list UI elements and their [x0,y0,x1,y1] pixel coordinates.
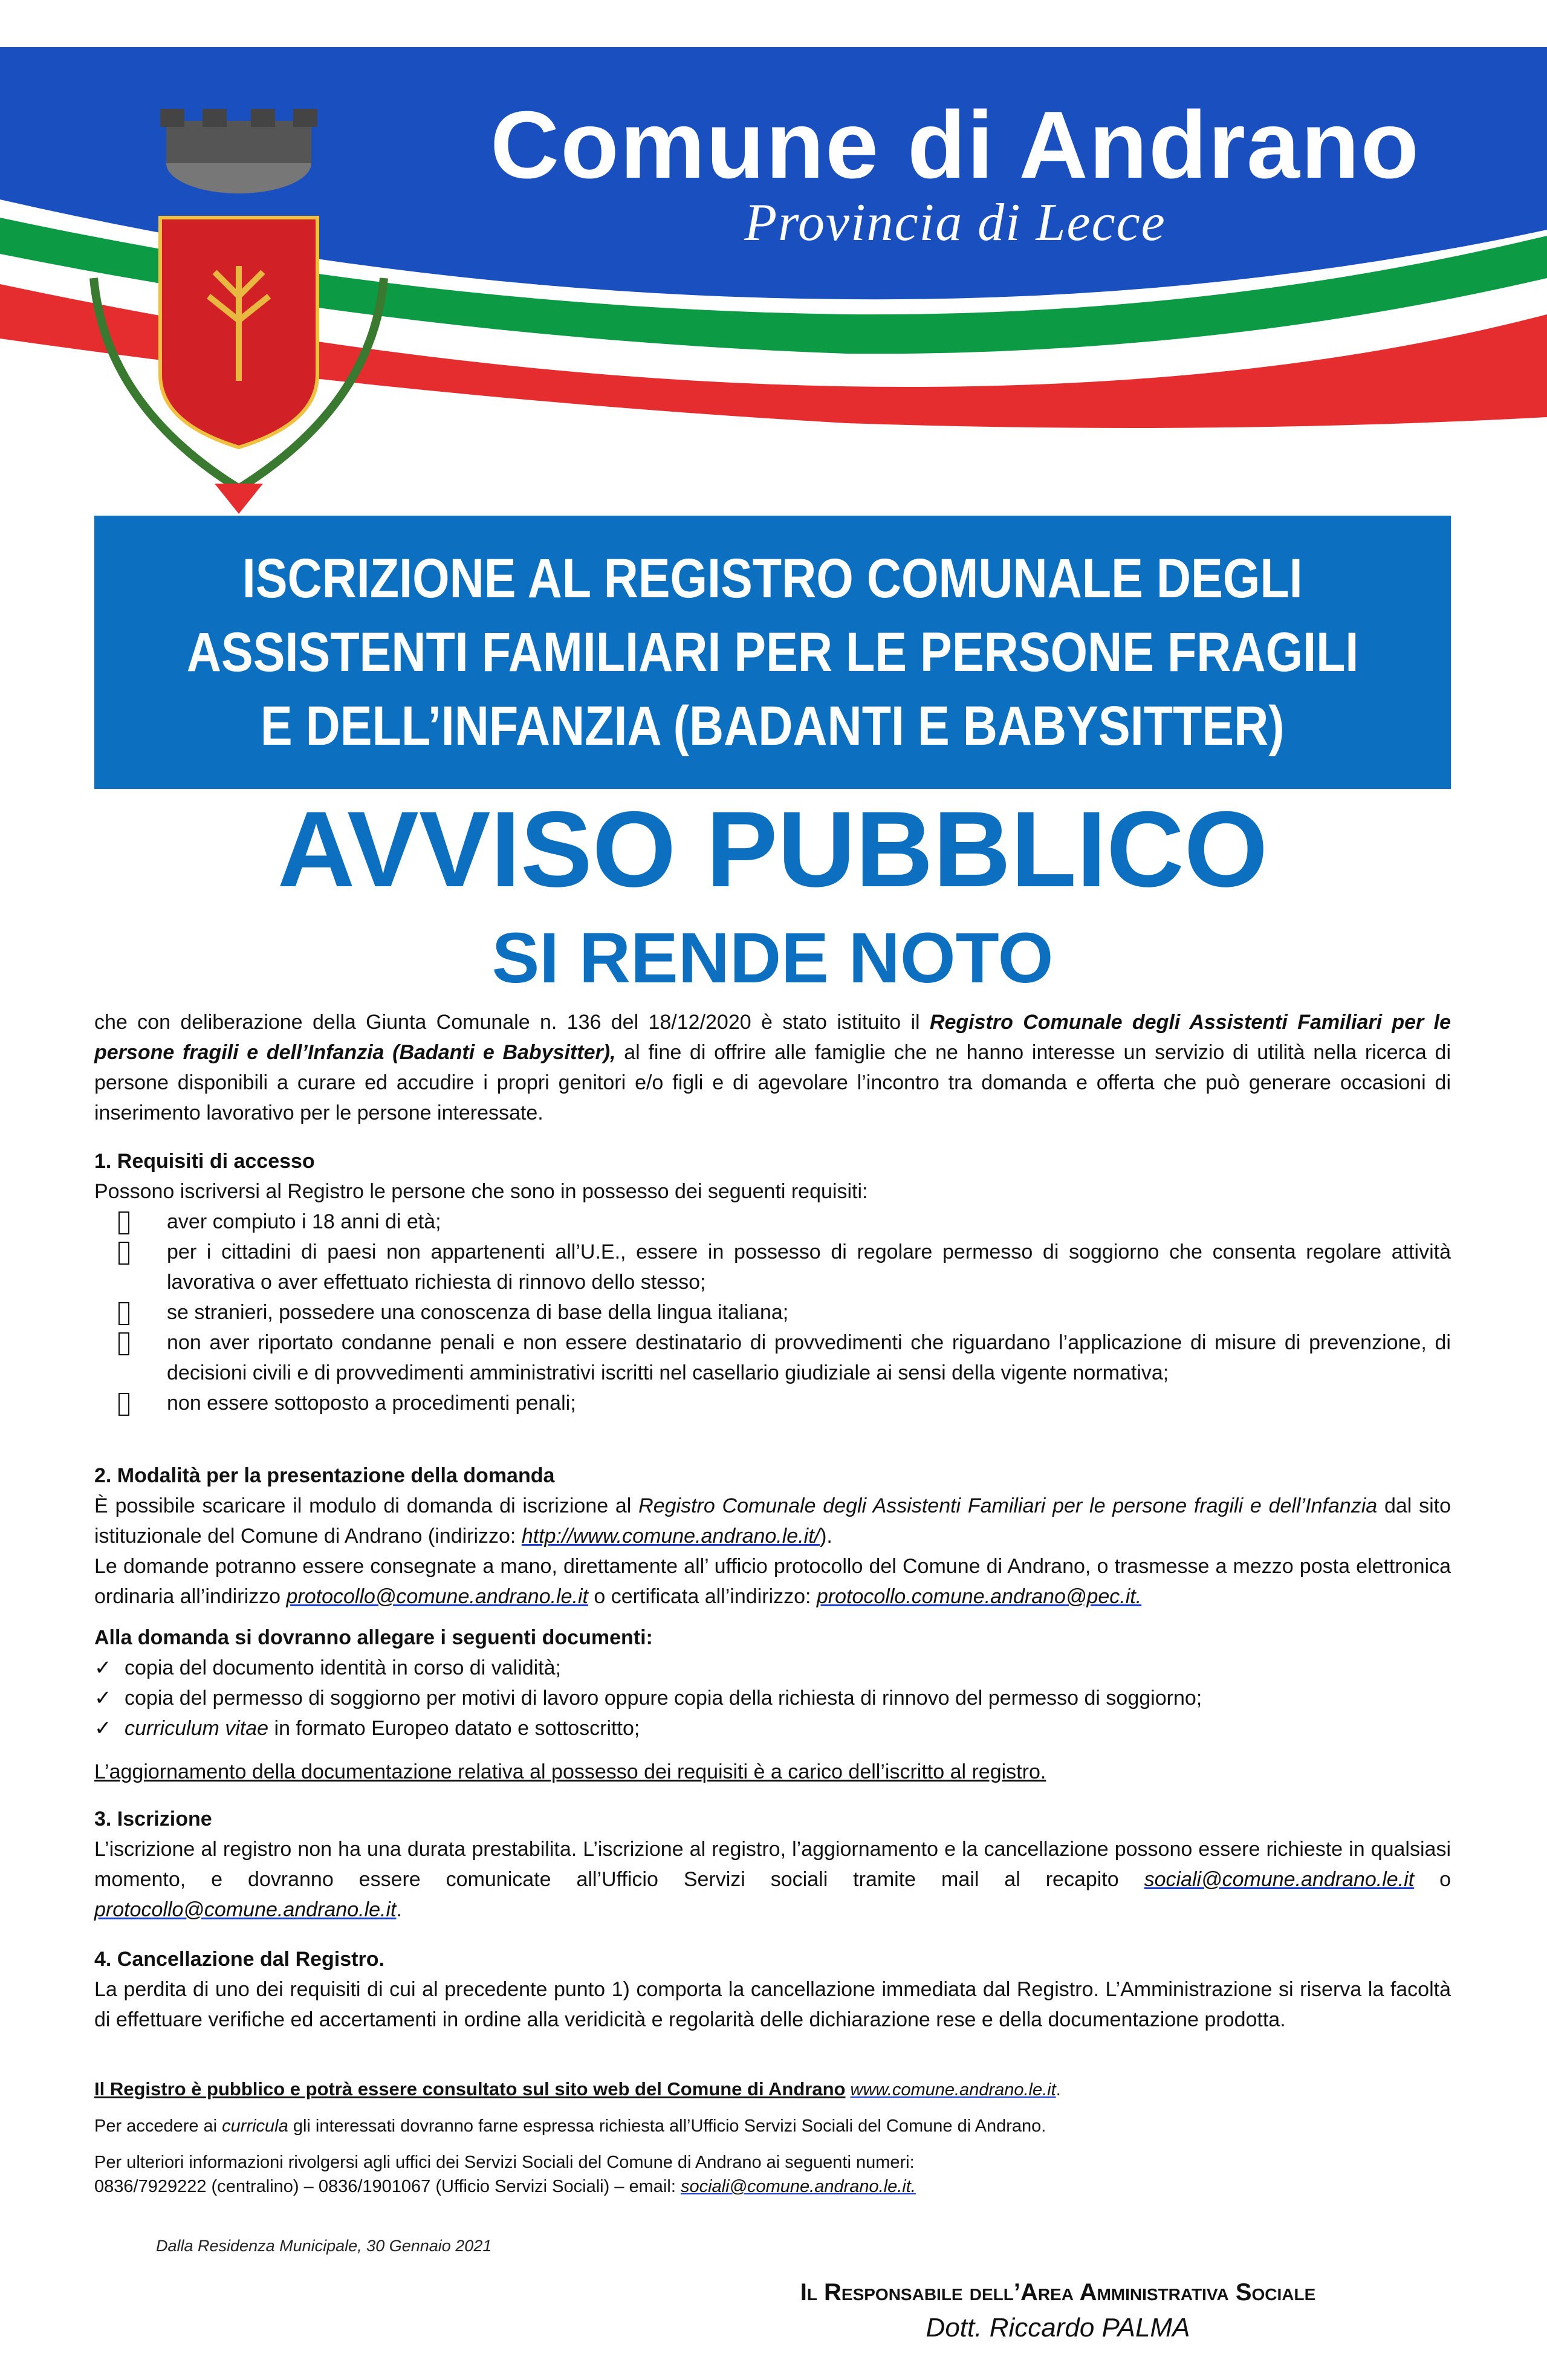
town-title: Comune di Andrano [490,92,1420,198]
title-line: ASSISTENTI FAMILIARI PER LE PERSONE FRAGILI [186,621,1359,683]
date-line: Dalla Residenza Municipale, 30 Gennaio 2021 [156,2237,492,2255]
check-icon: ✓ [94,1717,112,1740]
list-item: ✓ copia del permesso di soggiorno per motivi di lavoro oppure copia della richiesta di rinnovo del permesso di soggiorno; [94,1683,1451,1713]
section-cancellazione: 4. Cancellazione dal Registro. La perdita di uno dei requisiti di cui al precedente punto 1) comporta la cancellazione immediata dal Registro. L’Amministrazione si riserva la facoltà di effettuare verifiche ed accertamenti in ordine alla veridicità e regolarità delle dichiarazione rese e della documentazione prodotta. [94,1948,1451,2031]
website-link[interactable]: http://www.comune.andrano.le.it/ [521,1525,820,1548]
list-item: non aver riportato condanne penali e non essere destinatario di provvedimenti che riguardano l’applicazione di misure di prevenzione, di decisioni civili e di provvedimenti amministrativi iscritti nel casellario giudiziale ai sensi della vigente normativa; [94,1328,1451,1388]
sociali-email-link[interactable]: sociali@comune.andrano.le.it. [680,2177,916,2196]
section-heading: 1. Requisiti di accesso [94,1150,315,1173]
protocollo-email-link[interactable]: protocollo@comune.andrano.le.it [94,1898,397,1921]
protocollo-email-link[interactable]: protocollo@comune.andrano.le.it [286,1585,588,1608]
footer-notes: Il Registro è pubblico e potrà essere consultato sul sito web del Comune di Andrano www.comune.andrano.le.it. Per accedere ai curricula gli interessati dovranno farne espressa richiesta all’Ufficio Servizi Sociali del Comune di Andrano. Per ulteriori informazioni rivolgersi agli uffici dei Servizi Sociali del Comune di Andrano ai seguenti numeri: 0836/7929222 (centralino) – 0836/1901067 (Ufficio Servizi Sociali) – email: sociali@comune.andrano.le.it. [94,2078,1061,2196]
section-iscrizione: 3. Iscrizione L’iscrizione al registro non ha una durata prestabilita. L’iscrizione al registro, l’aggiornamento e la cancellazione possono essere richieste in qualsiasi momento, e dovranno essere comunicate all’Ufficio Servizi sociali tramite mail al recapito sociali@comune.andrano.le.it o protocollo@comune.andrano.le.it. [94,1808,1451,1921]
pec-email-link[interactable]: protocollo.comune.andrano@pec.it. [816,1585,1142,1608]
list-item: non essere sottoposto a procedimenti penali; [94,1388,1451,1418]
intro-paragraph: che con deliberazione della Giunta Comunale n. 136 del 18/12/2020 è stato istituito il Registro Comunale degli Assistenti Familiari per le persone fragili e dell’Infanzia (Badanti e Babysitter), al fine di offrire alle famiglie che ne hanno interesse un servizio di utilità nella ricerca di persone disponibili a curare ed accudire i propri genitori e/o figli e di agevolare l’incontro tra domanda e offerta che può generare occasioni di inserimento lavorativo per le persone interessate. [94,1011,1451,1124]
update-note: L’aggiornamento della documentazione relativa al possesso dei requisiti è a carico dell’iscritto al registro. [94,1760,1046,1783]
title-line: E DELL’INFANZIA (BADANTI E BABYSITTER) [261,695,1285,757]
signer-role: Il Responsabile dell’Area Amministrativa Sociale [800,2279,1316,2306]
list-item: ✓ curriculum vitae in formato Europeo datato e sottoscritto; [94,1713,1451,1743]
section-requisiti: 1. Requisiti di accesso Possono iscriversi al Registro le persone che sono in possesso dei seguenti requisiti: aver compiuto i 18 anni di età; per i cittadini di paesi non appartenenti all’U.E., essere in possesso di regolare permesso di soggiorno che consenta regolare attività lavorativa o aver effettuato richiesta di rinnovo dello stesso; se stranieri, possedere una conoscenza di base della lingua italiana; non aver riportato condanne penali e non essere destinatario di provvedimenti che riguardano l’applicazione di misure di prevenzione, di decisioni civili e di provvedimenti amministrativi iscritti nel casellario giudiziale ai sensi della vigente normativa; non essere sottoposto a procedimenti penali; [94,1146,1451,1418]
signer-name: Dott. Riccardo PALMA [926,2313,1190,2343]
si-rende-noto-heading: SI RENDE NOTO [491,918,1054,998]
coat-of-arms-icon [70,97,408,520]
check-icon: ✓ [94,1687,112,1710]
list-item: aver compiuto i 18 anni di età; [94,1207,1451,1237]
section-modalita: 2. Modalità per la presentazione della domanda È possibile scaricare il modulo di domanda di iscrizione al Registro Comunale degli Assistenti Familiari per le persone fragili e dell’Infanzia dal sito istituzionale del Comune di Andrano (indirizzo: http://www.comune.andrano.le.it/). Le domande potranno essere consegnate a mano, direttamente all’ ufficio protocollo del Comune di Andrano, o trasmesse a mezzo posta elettronica ordinaria all’indirizzo protocollo@comune.andrano.le.it o certificata all’indirizzo: protocollo.comune.andrano@pec.it. Alla domanda si dovranno allegare i seguenti documenti: ✓ copia del documento identità in corso di validità; ✓ copia del permesso di soggiorno per motivi di lavoro oppure copia della richiesta di rinnovo del permesso di soggiorno; ✓ curriculum vitae in formato Europeo datato e sottoscritto; L’aggiornamento della documentazione relativa al possesso dei requisiti è a carico dell’iscritto al registro. [94,1461,1451,1787]
province-subtitle: Provincia di Lecce [744,193,1166,252]
website-link[interactable]: www.comune.andrano.le.it [850,2080,1056,2100]
sociali-email-link[interactable]: sociali@comune.andrano.le.it [1144,1868,1415,1891]
avviso-heading: AVVISO PUBBLICO [277,789,1268,909]
list-item: per i cittadini di paesi non appartenenti all’U.E., essere in possesso di regolare permesso di soggiorno che consenta regolare attività lavorativa o aver effettuato richiesta di rinnovo dello stesso; [94,1237,1451,1297]
title-box [94,516,1451,789]
list-item: se stranieri, possedere una conoscenza di base della lingua italiana; [94,1297,1451,1328]
title-line: ISCRIZIONE AL REGISTRO COMUNALE DEGLI [242,548,1303,609]
check-icon: ✓ [94,1656,112,1679]
list-item: ✓ copia del documento identità in corso di validità; [94,1653,1451,1683]
